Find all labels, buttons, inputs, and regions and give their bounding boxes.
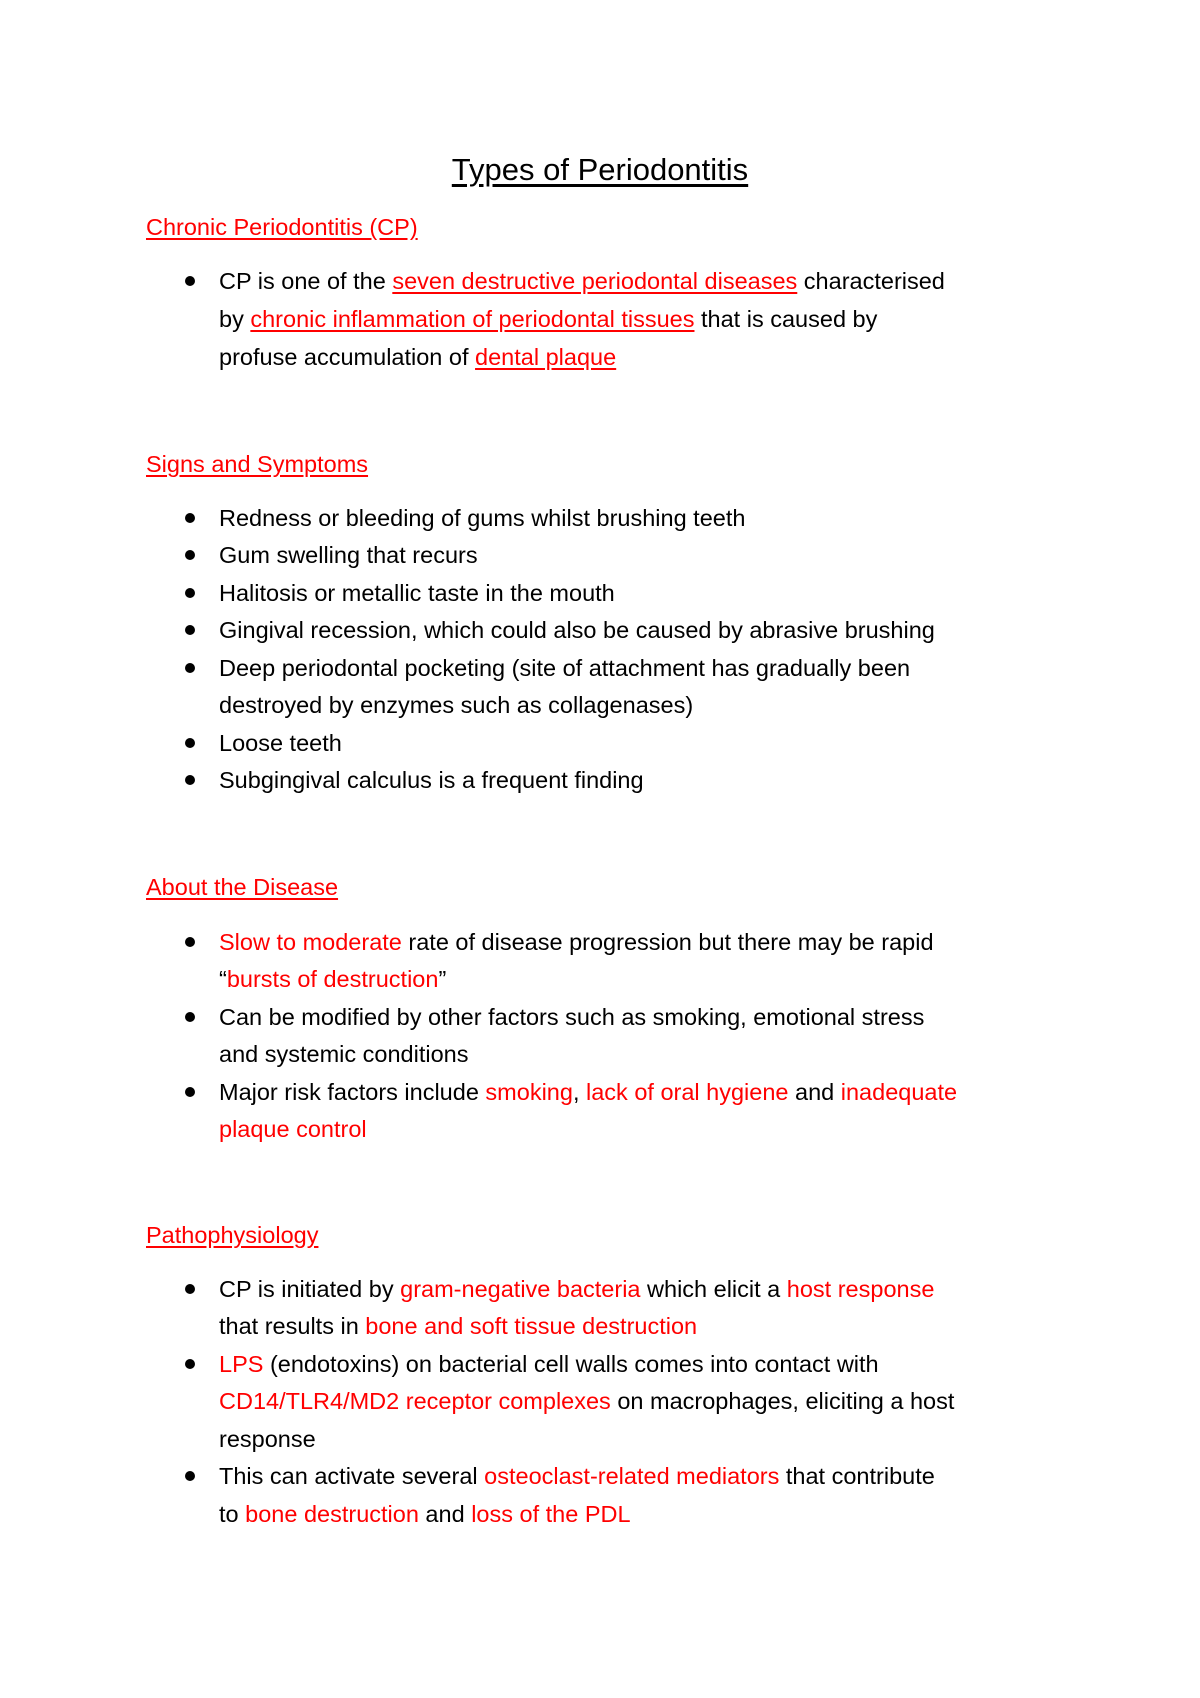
bullet-dot	[185, 1284, 195, 1294]
section-heading-chronic: Chronic Periodontitis (CP)	[146, 214, 418, 240]
about-item-1-line-2: “bursts of destruction”	[219, 966, 447, 992]
list-item: Loose teeth	[219, 730, 342, 756]
section-heading-signs: Signs and Symptoms	[146, 451, 369, 477]
section-heading-pathophysiology: Pathophysiology	[146, 1222, 319, 1248]
list-item: Subgingival calculus is a frequent finding	[219, 767, 644, 793]
list-item: Deep periodontal pocketing (site of attachment has gradually been	[219, 655, 911, 681]
page-title: Types of Periodontitis	[451, 152, 749, 187]
chronic-definition-line-3: profuse accumulation of dental plaque	[219, 344, 617, 370]
list-item: Gingival recession, which could also be caused by abrasive brushing	[219, 617, 935, 643]
patho-item-1-line-1: CP is initiated by gram-negative bacteria which elicit a host response	[219, 1276, 935, 1302]
about-item-1-line-1: Slow to moderate rate of disease progression but there may be rapid	[219, 929, 934, 955]
bullet-dot	[185, 513, 195, 523]
patho-item-3-line-2: to bone destruction and loss of the PDL	[219, 1501, 631, 1527]
bullet-dot	[185, 1359, 195, 1369]
bullet-dot	[185, 1087, 195, 1097]
about-item-3-line-2: plaque control	[219, 1116, 367, 1142]
list-item-continuation: destroyed by enzymes such as collagenases)	[219, 692, 694, 718]
chronic-definition-line-2: by chronic inflammation of periodontal tissues that is caused by	[219, 306, 878, 332]
patho-item-3-line-1: This can activate several osteoclast-related mediators that contribute	[219, 1463, 935, 1489]
about-item-2-line-1: Can be modified by other factors such as smoking, emotional stress	[219, 1004, 925, 1030]
section-heading-about: About the Disease	[146, 874, 339, 900]
chronic-definition-line-1: CP is one of the seven destructive periodontal diseases characterised	[219, 268, 945, 294]
list-item: Halitosis or metallic taste in the mouth	[219, 580, 615, 606]
list-item: Redness or bleeding of gums whilst brushing teeth	[219, 505, 746, 531]
bullet-dot	[185, 1012, 195, 1022]
bullet-dot	[185, 550, 195, 560]
bullet-dot	[185, 937, 195, 947]
about-item-3-line-1: Major risk factors include smoking, lack of oral hygiene and inadequate	[219, 1079, 958, 1105]
bullet-dot	[185, 625, 195, 635]
bullet-dot	[185, 276, 195, 286]
patho-item-1-line-2: that results in bone and soft tissue destruction	[219, 1313, 698, 1339]
list-item: Gum swelling that recurs	[219, 542, 478, 568]
bullet-dot	[185, 588, 195, 598]
patho-item-2-line-3: response	[219, 1426, 316, 1452]
bullet-dot	[185, 775, 195, 785]
bullet-dot	[185, 738, 195, 748]
patho-item-2-line-2: CD14/TLR4/MD2 receptor complexes on macrophages, eliciting a host	[219, 1388, 955, 1414]
about-item-2-line-2: and systemic conditions	[219, 1041, 469, 1067]
bullet-dot	[185, 663, 195, 673]
patho-item-2-line-1: LPS (endotoxins) on bacterial cell walls comes into contact with	[219, 1351, 879, 1377]
bullet-dot	[185, 1471, 195, 1481]
